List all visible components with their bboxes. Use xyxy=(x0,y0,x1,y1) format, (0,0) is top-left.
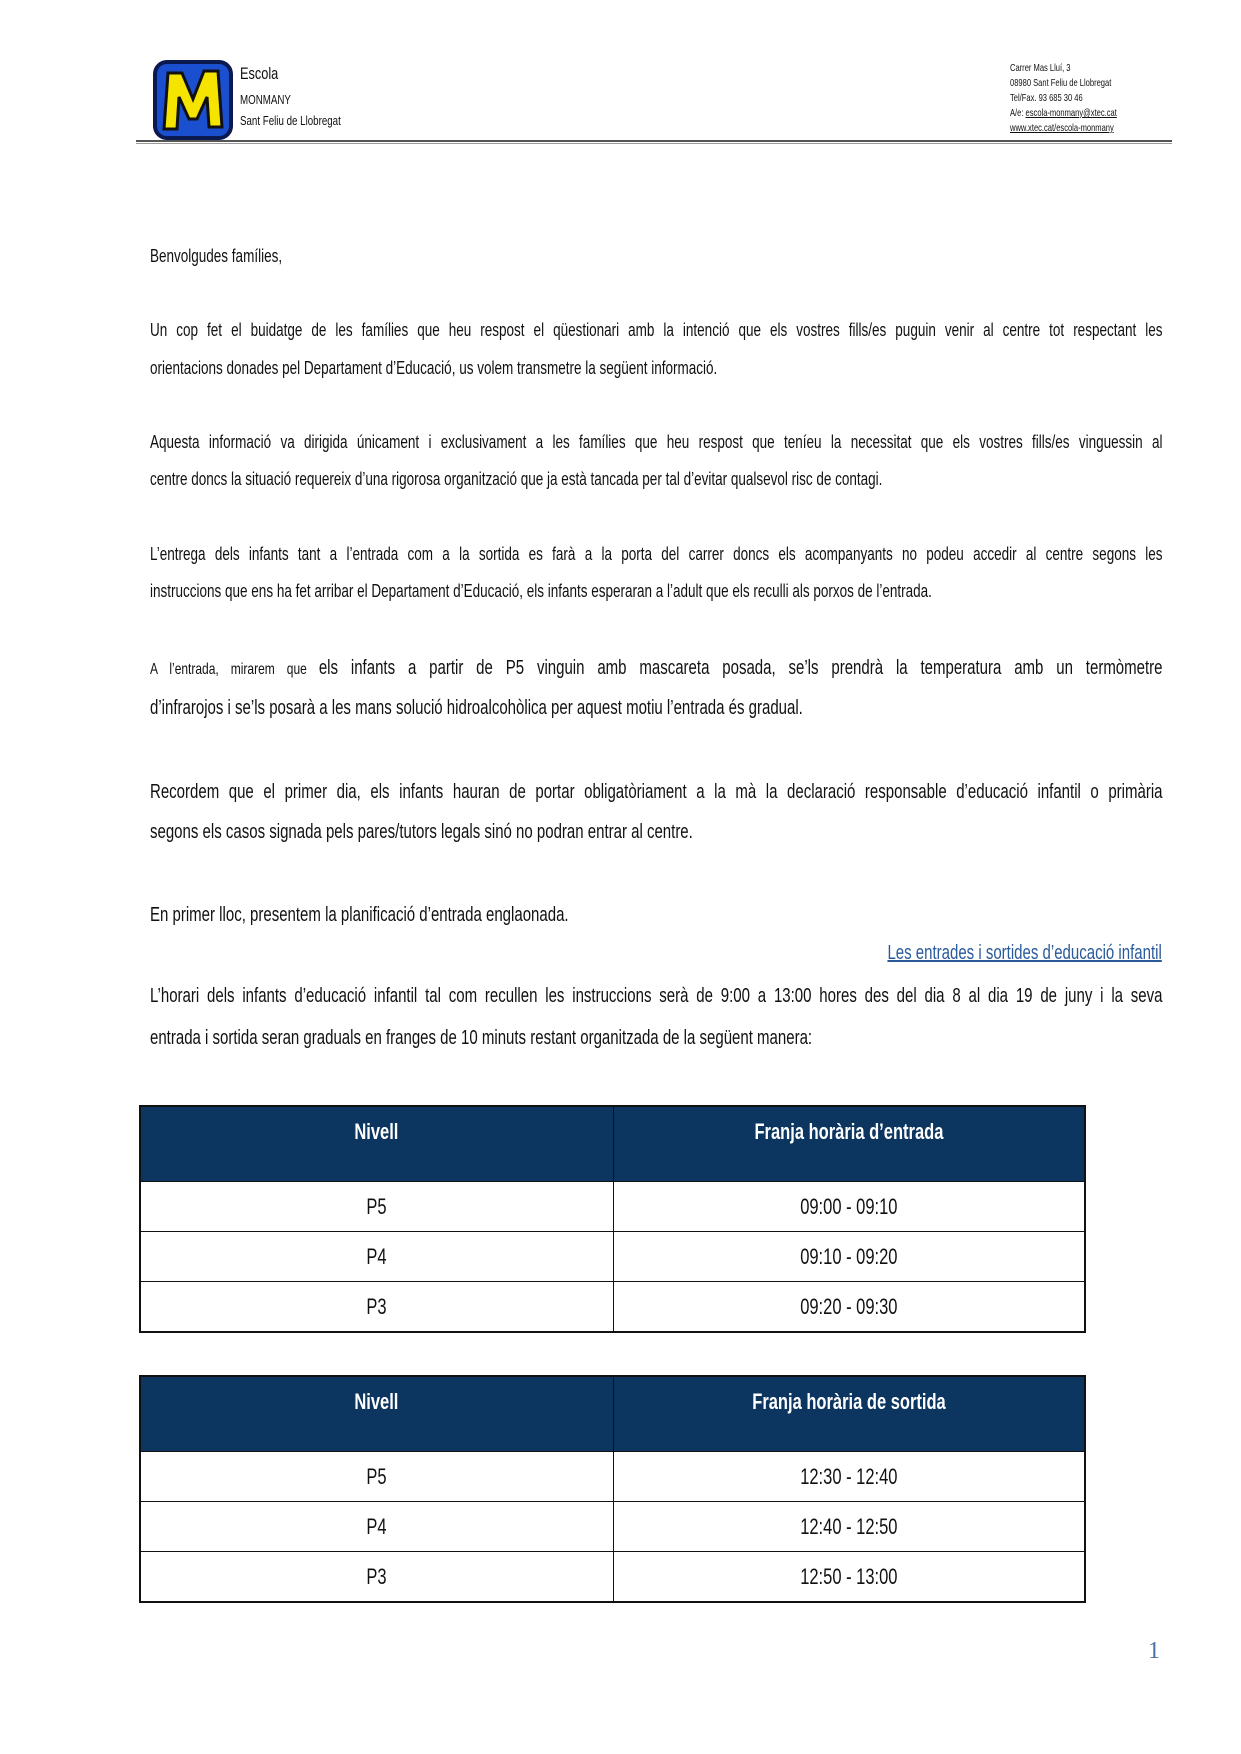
school-logo xyxy=(152,59,234,141)
paragraph-4-line-2: d’infrarojos i se’ls posarà a les mans solució hidroalcohòlica per aquest motiu l’entrada és gradual. xyxy=(150,697,803,719)
time-cell: 09:00 - 09:10 xyxy=(800,1193,898,1219)
table-row xyxy=(140,1282,1085,1333)
greeting: Benvolgudes famílies, xyxy=(150,246,283,266)
level-cell: P4 xyxy=(366,1513,387,1539)
table-row xyxy=(140,1452,1085,1502)
paragraph-3-line-1: L’entrega dels infants tant a l’entrada com a la sortida es farà a la porta del carrer doncs els acompanyants no podeu accedir al centre segons les xyxy=(150,544,1163,564)
level-cell: P3 xyxy=(366,1293,387,1319)
table-row xyxy=(140,1182,1085,1232)
address-block xyxy=(1010,61,1117,136)
table-row xyxy=(140,1502,1085,1552)
email-link[interactable]: escola-monmany@xtec.cat xyxy=(1025,107,1117,119)
paragraph-7-line-2: entrada i sortida seran graduals en franges de 10 minuts restant organitzada de la següent manera: xyxy=(150,1027,813,1049)
infant-schedule-link[interactable]: Les entrades i sortides d’educació infantil xyxy=(887,942,1162,964)
header-cell: Nivell xyxy=(140,1376,613,1452)
paragraph-5-line-1: Recordem que el primer dia, els infants hauran de portar obligatòriament a la mà la declaració responsable d’educació infantil o primària xyxy=(150,781,1163,803)
level-cell: P3 xyxy=(366,1563,387,1589)
time-cell: 12:40 - 12:50 xyxy=(800,1513,898,1539)
page-number: 1 xyxy=(1148,1638,1160,1664)
paragraph-2-line-1: Aquesta informació va dirigida únicament i exclusivament a les famílies que heu respost que teníeu la necessitat que els vostres fills/es vinguessin al xyxy=(150,432,1163,452)
address-phone: Tel/Fax. 93 685 30 46 xyxy=(1010,92,1083,104)
paragraph-2-line-2: centre doncs la situació requereix d’una rigorosa organització que ja està tancada per tal d’evitar qualsevol risc de contagi. xyxy=(150,469,883,489)
table-row xyxy=(140,1232,1085,1282)
email-label: A/e: xyxy=(1010,107,1026,119)
paragraph-4-line-1 xyxy=(150,655,1163,681)
time-cell: 09:10 - 09:20 xyxy=(800,1243,898,1269)
exit-schedule-table xyxy=(139,1375,1086,1603)
paragraph-1-line-2: orientacions donades pel Departament d’Educació, us volem transmetre la següent informació. xyxy=(150,358,718,378)
school-name-line2: MONMANY xyxy=(240,92,291,107)
entry-schedule-table xyxy=(139,1105,1086,1333)
header-divider xyxy=(136,140,1172,144)
header-cell: Franja horària de sortida xyxy=(613,1376,1085,1452)
paragraph-5-line-2: segons els casos signada pels pares/tutors legals sinó no podran entrar al centre. xyxy=(150,821,693,843)
time-cell: 12:50 - 13:00 xyxy=(800,1563,898,1589)
level-cell: P5 xyxy=(366,1193,387,1219)
table-header-row xyxy=(140,1376,1085,1452)
table-row xyxy=(140,1552,1085,1603)
website-link[interactable]: www.xtec.cat/escola-monmany xyxy=(1010,122,1114,134)
paragraph-1-line-1: Un cop fet el buidatge de les famílies que heu respost el qüestionari amb la intenció que els vostres fills/es puguin venir al centre tot respectant les xyxy=(150,320,1163,340)
header-cell: Franja horària d’entrada xyxy=(613,1106,1085,1182)
school-name-line1: Escola xyxy=(240,64,279,83)
paragraph-4-intro: A l’entrada, mirarem que xyxy=(150,661,319,678)
school-location: Sant Feliu de Llobregat xyxy=(240,113,341,128)
paragraph-7-line-1: L’horari dels infants d’educació infantil tal com recullen les instruccions serà de 9:00 a 13:00 hores des del dia 8 al dia 19 de juny i la seva xyxy=(150,985,1163,1007)
time-cell: 09:20 - 09:30 xyxy=(800,1293,898,1319)
level-cell: P4 xyxy=(366,1243,387,1269)
paragraph-4-text: els infants a partir de P5 vinguin amb mascareta posada, se’ls prendrà la temperatura amb un termòmetre xyxy=(318,657,1163,679)
address-street: Carrer Mas Lluí, 3 xyxy=(1010,62,1071,74)
table-header-row xyxy=(140,1106,1085,1182)
level-cell: P5 xyxy=(366,1463,387,1489)
paragraph-6: En primer lloc, presentem la planificació d’entrada englaonada. xyxy=(150,904,569,926)
paragraph-3-line-2: instruccions que ens ha fet arribar el Departament d’Educació, els infants esperaran a l’adult que els reculli als porxos de l’entrada. xyxy=(150,581,932,601)
header-cell: Nivell xyxy=(140,1106,613,1182)
time-cell: 12:30 - 12:40 xyxy=(800,1463,898,1489)
address-city: 08980 Sant Feliu de Llobregat xyxy=(1010,77,1112,89)
